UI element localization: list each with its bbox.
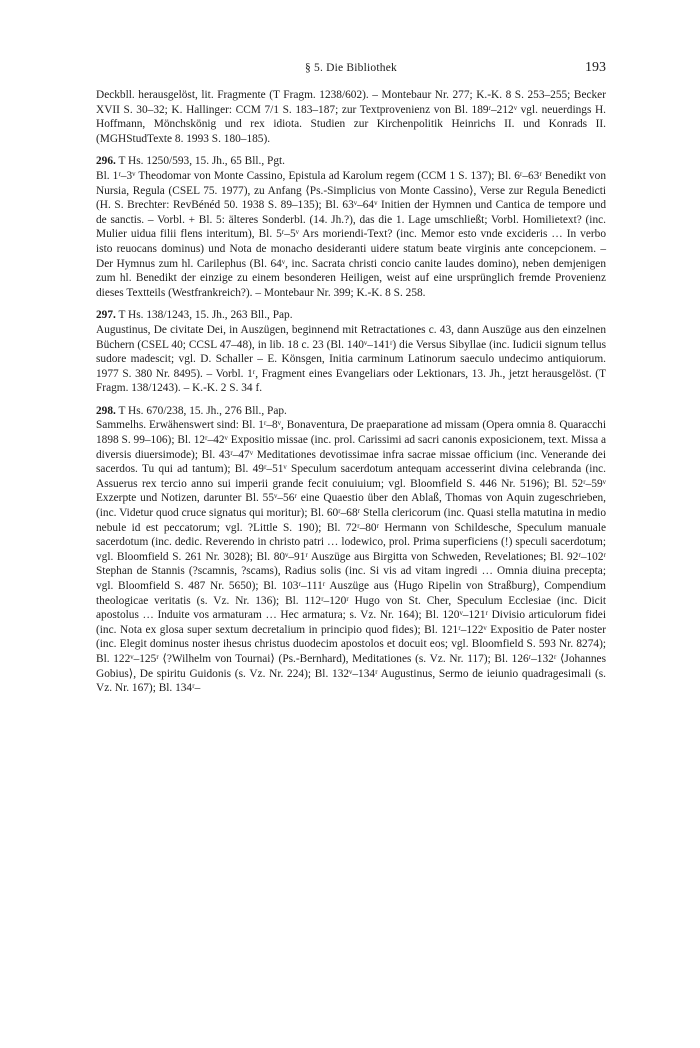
page-number: 193: [585, 60, 606, 75]
entry-header: [96, 308, 606, 323]
entry-shelfmark: T Hs. 138/1243, 15. Jh., 263 Bll., Pap.: [118, 309, 293, 322]
document-page: [96, 60, 606, 696]
running-title: § 5. Die Bibliothek: [305, 62, 397, 74]
entry-number: 298.: [96, 404, 116, 417]
entry-body: Bl. 1ʳ–3ᵛ Theodomar von Monte Cassino, Epistula ad Karolum regem (CCM 1 S. 137); Bl. 6ʳ–63ʳ Benedikt von Nursia, Regula (CSEL 75. 1977), zu Anfang ⟨Ps.-Simplicius von Monte Cassino⟩, Verse zur Regula Benedicti (H. S. Brechter: RevBénéd 50. 1938 S. 89–135); Bl. 63ᵛ–64ᵛ Initien der Hymnen und Cantica de tempore und de sanctis. – Vorbl. + Bl. 5: älteres Sonderbl. (14. Jh.?), das die 1. Lage umschließt; Vorbl. Homilietext? (inc. Mulier uidua filii flens interitum), Bl. 5ʳ–5ᵛ Ars moriendi-Text? (inc. Memor esto vnde excideris … In verbo isto reuocans dominus) und Nota de monacho desideranti uidere statum beate virginis ante concepcionem. – Der Hymnus zum hl. Carilephus (Bl. 64ᵛ, inc. Sacrata christi concio canite laudes domino), neben demjenigen zum hl. Benedikt der einzige zu einem besonderen Heiligen, weist auf eine ursprünglich fremde Provenienz dieses Textteils (Westfrankreich?). – Montebaur Nr. 399; K.-K. 8 S. 258.: [96, 169, 606, 299]
running-head: [96, 60, 606, 82]
entry-shelfmark: T Hs. 1250/593, 15. Jh., 65 Bll., Pgt.: [118, 155, 286, 168]
entry-number: 296.: [96, 155, 116, 168]
entry-shelfmark: T Hs. 670/238, 15. Jh., 276 Bll., Pap.: [118, 404, 287, 417]
entry-number: 297.: [96, 309, 116, 322]
entry-body: Augustinus, De civitate Dei, in Auszügen, beginnend mit Retractationes c. 43, dann Auszüge aus den einzelnen Büchern (CSEL 40; CCSL 47–48), in lib. 18 c. 23 (Bl. 140ᵛ–141ʳ) die Versus Sibyllae (inc. Iudicii signum tellus sudore madescit; vgl. D. Schaller – E. Könsgen, Initia carminum Latinorum saeculo undecimo antiquiorum. 1977 S. 380 Nr. 8495). – Vorbl. 1ʳ, Fragment eines Evangeliars oder Lektionars, 13. Jh., jetzt herausgelöst. (T Fragm. 138/1243). – K.-K. 2 S. 34 f.: [96, 323, 606, 395]
entry-header: [96, 404, 606, 419]
entry-body: Sammelhs. Erwähenswert sind: Bl. 1ʳ–8ᵛ, Bonaventura, De praeparatione ad missam (Opera omnia 8. Quaracchi 1898 S. 99–106); Bl. 12ʳ–42ᵛ Expositio missae (inc. prol. Carissimi ad sacri canonis exposicionem, text. Missa a diversis diuersimode); Bl. 43ʳ–47ᵛ Meditationes devotissimae infra sacrae missae officium (inc. Venerande dei sacerdos. Tu qui ad tantum); Bl. 49ʳ–51ᵛ Speculum sacerdotum antequam accesserint divina celebranda (inc. Assuerus rex tercio anno sui imperii grande fecit conuiuium; vgl. Bloomfield S. 446 Nr. 5196); Bl. 52ʳ–59ᵛ Exzerpte und Notizen, darunter Bl. 55ᵛ–56ʳ eine Quaestio über den Ablaß, Thomas von Aquin zugeschrieben, (inc. Videtur quod cruce signatus qui moritur); Bl. 60ʳ–68ʳ Stella clericorum (inc. Quasi stella matutina in medio nebule id est peccatorum; vgl. ?Little S. 190); Bl. 72ʳ–80ʳ Hermann von Schildesche, Speculum manuale sacerdotum (inc. dedic. Reverendo in christo patri … lodewico, prol. Prima superficiens (!) speculi sacerdotum; vgl. Bloomfield S. 261 Nr. 3028); Bl. 80ᵛ–91ʳ Auszüge aus Birgitta von Schweden, Revelationes; Bl. 92ʳ–102ʳ Stephan de Stannis (?scamnis, ?scams), Radius solis (inc. Si vis ad vitam ingredi … Omnia diuina precepta; vgl. Bloomfield S. 487 Nr. 5650); Bl. 103ʳ–111ʳ Auszüge aus ⟨Hugo Ripelin von Straßburg⟩, Compendium theologicae veritatis (s. Vz. Nr. 136); Bl. 112ʳ–120ʳ Hugo von St. Cher, Speculum Ecclesiae (inc. Dicit apostolus … Induite vos armaturam … Hec armatura; s. Vz. Nr. 164); Bl. 120ᵛ–121ʳ Divisio articulorum fidei (inc. Nota ex glosa super sextum decretalium in principio quod fides); Bl. 121ʳ–122ᵛ Expositio de Pater noster (inc. Elegit dominus noster ihesus christus duodecim apostolos et docuit eos; vgl. Bloomfield S. 593 Nr. 8274); Bl. 122ᵛ–125ʳ ⟨?Wilhelm von Tournai⟩ (Ps.-Bernhard), Meditationes (s. Vz. Nr. 117); Bl. 126ʳ–132ʳ ⟨Johannes Gobius⟩, De spiritu Guidonis (s. Vz. Nr. 224); Bl. 132ᵛ–134ʳ Augustinus, Sermo de ieiunio quadragesimali (s. Vz. Nr. 167); Bl. 134ʳ–: [96, 419, 606, 695]
entry-header: [96, 154, 606, 169]
catalog-entry-298: [96, 404, 606, 696]
catalog-entry-297: [96, 308, 606, 396]
continuation-paragraph: Deckbll. herausgelöst, lit. Fragmente (T Fragm. 1238/602). – Montebaur Nr. 277; K.-K. 8 S. 253–255; Becker XVII S. 30–32; K. Hallinger: CCM 7/1 S. 183–187; zur Textprovenienz von Bl. 189ʳ–212ᵛ vgl. neuerdings H. Hoffmann, Mönchskönig und rex idiota. Studien zur Kirchenpolitik Heinrichs II. und Konrads II. (MGHStudTexte 8. 1993 S. 180–185).: [96, 89, 606, 145]
catalog-entry-296: [96, 154, 606, 300]
